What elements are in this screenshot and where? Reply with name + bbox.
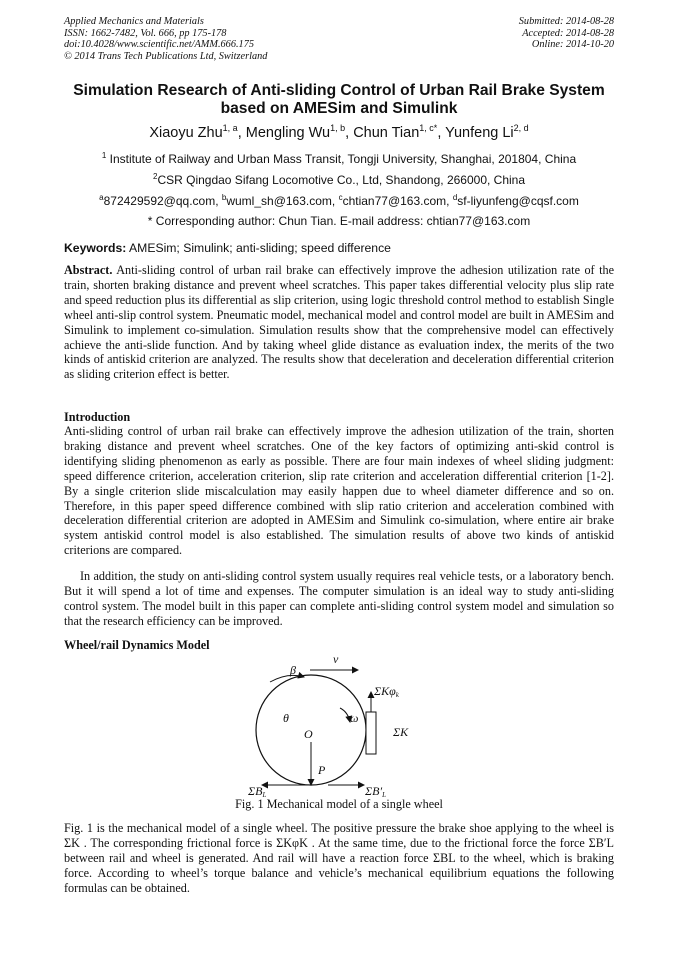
author-name: Chun Tian [353,124,420,141]
abstract-text: Anti-sliding control of urban rail brake can effectively improve the adhesion utilization rate of the train, shorten braking distance and prevent wheel scratches. This paper takes differential velocity plus slip rate and speed reduction plus its differential as slip criterion, using logic threshold control method to establish Single wheel anti-slip control system. Pneumatic model, mechanical model and control model are built in AMESim and Simulink to implement co-simulation. Simulation results show that the comprehensive model can effectively achieve the anti-slide function. And by taking wheel glide distance as evaluation index, the merits of the two kinds of antiskid criterion are analyzed. The results show that deceleration and deceleration differential criterion as sliding criterion effect is better. [64,263,615,382]
email-link[interactable]: wuml_sh@163.com [226,194,332,208]
omega-arrow [340,708,350,722]
email-link[interactable]: chtian77@163.com [342,194,447,208]
abstract-label: Abstract. [64,263,113,277]
brake-shoe-force-label: ΣK [393,725,409,739]
author-affiliation-sup: 1, c* [419,123,438,133]
wheel-mechanical-diagram [240,650,440,800]
affiliation-1: $^1$ Institute of Railway and Urban Mass Transit, Tongji University, Shanghai, 201804, China [101,151,577,166]
brake-shoe [366,712,376,754]
doi: doi:10.4028/www.scientific.net/AMM.666.175 [64,39,254,51]
keywords-label: Keywords: [64,241,127,255]
keywords [64,241,391,255]
omega-label: ω [350,711,359,725]
author-list: Xiaoyu Zhu$^{1, a}$, Mengling Wu$^{1, b}$, Chun Tian$^{1, c*}$, Yunfeng Li$^{2, d}$ [149,123,529,141]
friction-force-label: ΣKφk [374,684,399,699]
author-name: Xiaoyu Zhu [149,124,223,141]
velocity-label: v [333,652,339,666]
body-paragraph: Fig. 1 is the mechanical model of a single wheel. The positive pressure the brake shoe applying to the wheel is ΣK . The corresponding frictional force is ΣKφK . At the same time, due to the frictional force the force ΣB′L between rail and wheel is generated. And rail will have a reaction force ΣBL to the wheel, which is braking force. According to wheel’s torque balance and vehicle’s mechanical equilibrium equations the following formulas can be obtained. [64,821,614,895]
braking-force-label: ΣBL [248,784,267,799]
submitted-date: Submitted: 2014-08-28 [518,16,614,27]
author-name: Mengling Wu [245,124,331,141]
intro-paragraph-1: Anti-sliding control of urban rail brake can effectively improve the adhesion utilization of the train, shorten braking distance and prevent wheel scratches. One of the key factors of optimizing anti-skid control is identifying sliding phenomenon as early as possible. There are four main indexes of wheel sliding judgment: speed difference criterion, acceleration criterion, slip rate criterion and acceleration differential criterion [1-2]. By a single criterion slide miscalculation may easily happen due to wheel diameter difference and so on. Therefore, in this paper speed difference combined with slip ratio criterion and acceleration combined with deceleration differential criterion are adopted in AMESim and Simulink co-simulation, where entire air brake system antiskid control model is also established. The simulation results of above two kinds of antiskid criterions are compared. [64,424,614,558]
theta-label: θ [283,711,289,725]
affiliation-2: $^2$CSR Qingdao Sifang Locomotive Co., Ltd, Shandong, 266000, China [152,172,526,187]
paper-title: Simulation Research of Anti-sliding Control of Urban Rail Brake System based on AMESim and Simulink [73,82,605,117]
center-label: O [304,727,313,741]
journal-name: Applied Mechanics and Materials [64,16,204,27]
figure-caption: Fig. 1 Mechanical model of a single wheel [235,797,443,811]
accepted-date: Accepted: 2014-08-28 [522,27,614,39]
intro-paragraph-2: In addition, the study on anti-sliding control system usually requires real vehicle tests, or a laboratory bench. But it will spend a lot of time and expenses. The computer simulation is an ideal way to study anti-sliding control system. The model built in this paper can complete anti-sliding control system model and simulation so that the research efficiency can be improved. [64,569,614,628]
corresponding-author: * Corresponding author: Chun Tian. E-mail address: chtian77@163.com [147,214,531,228]
author-name: Yunfeng Li [445,124,514,141]
email-link[interactable]: 872429592@qq.com [103,194,216,208]
email-link[interactable]: sf-liyunfeng@cqsf.com [457,194,579,208]
load-label: P [318,763,326,777]
keywords-text: AMESim; Simulink; anti-sliding; speed difference [129,241,391,255]
beta-label: β [290,663,296,677]
author-affiliation-sup: 2, d [513,123,529,133]
issn: ISSN: 1662-7482, Vol. 666, pp 175-178 [64,27,227,39]
section-heading-introduction: Introduction [64,410,131,424]
copyright: © 2014 Trans Tech Publications Ltd, Switzerland [64,50,268,62]
rail-force-label: ΣB′L [365,784,386,799]
publication-dates [519,16,614,51]
abstract [64,263,614,382]
journal-info [64,16,267,62]
author-affiliation-sup: 1, a [222,123,238,133]
author-affiliation-sup: 1, b [330,123,346,133]
email-list: $^a$872429592@qq.com, $^b$wuml_sh@163.com, $^c$chtian77@163.com, $^d$sf-liyunfeng@cqsf.com [99,193,579,208]
section-heading-wheel-rail: Wheel/rail Dynamics Model [64,638,210,652]
online-date: Online: 2014-10-20 [531,39,614,51]
